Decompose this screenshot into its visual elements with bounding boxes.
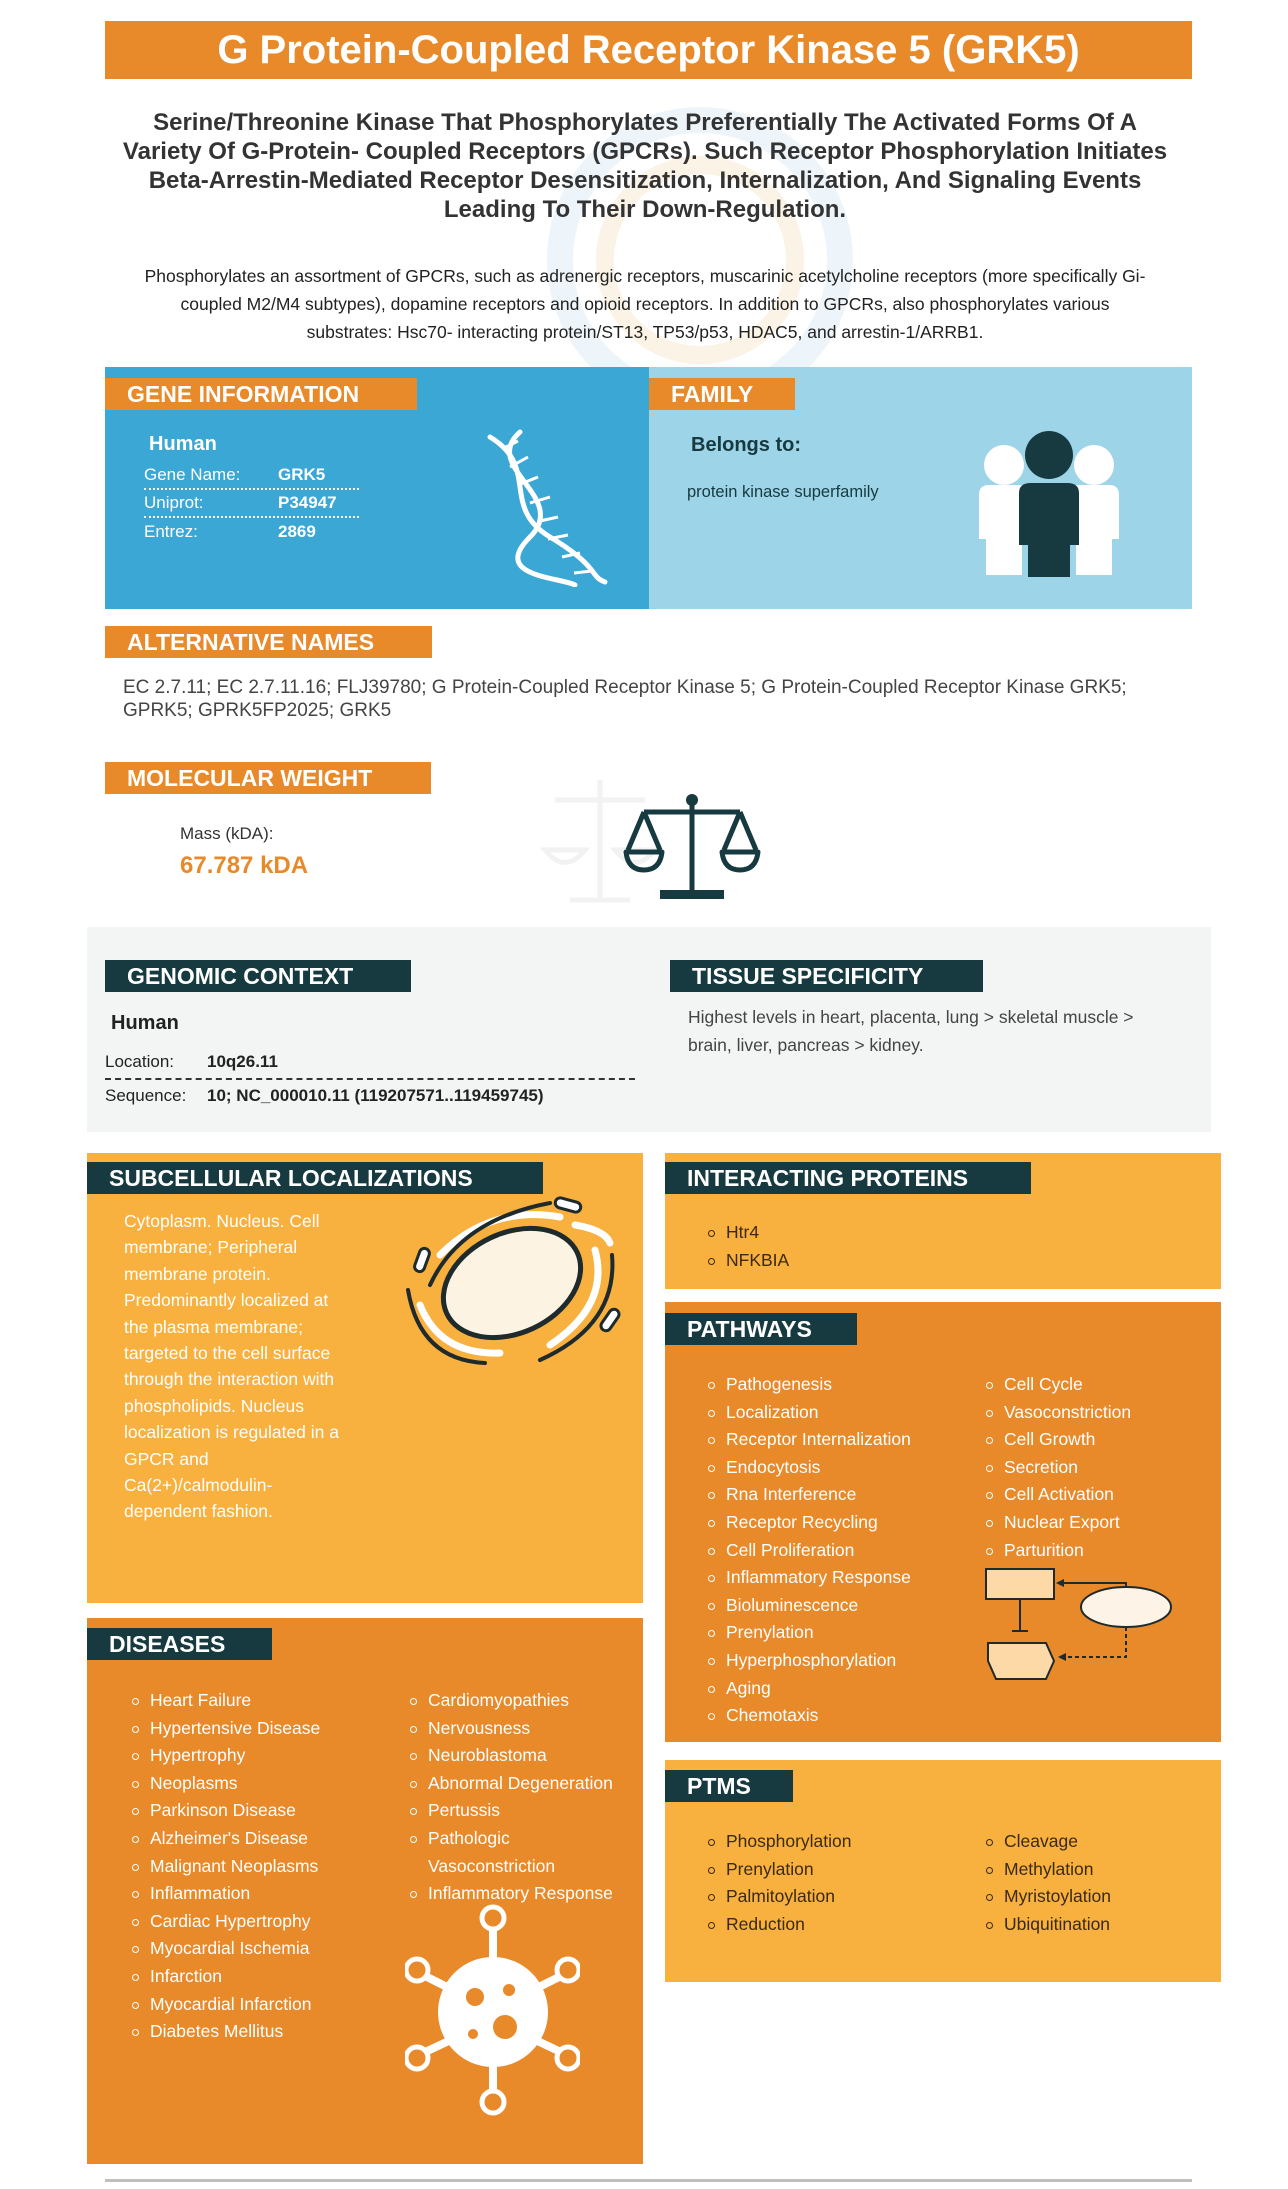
- page-title: G Protein-Coupled Receptor Kinase 5 (GRK5): [105, 21, 1192, 79]
- list-item: Cell Proliferation: [706, 1537, 911, 1565]
- list-item: Neoplasms: [130, 1770, 320, 1798]
- tissue-specificity-heading: TISSUE SPECIFICITY: [670, 960, 983, 992]
- list-item: Heart Failure: [130, 1687, 320, 1715]
- list-item: Parturition: [984, 1537, 1131, 1565]
- diseases-heading: DISEASES: [87, 1628, 272, 1660]
- entrez-row: [144, 518, 359, 546]
- mass-label: Mass (kDA):: [180, 824, 274, 843]
- virus-icon: [405, 1902, 580, 2117]
- list-item: Rna Interference: [706, 1481, 911, 1509]
- genomic-context-heading: GENOMIC CONTEXT: [105, 960, 411, 992]
- footer-divider: [105, 2179, 1192, 2182]
- list-item: Methylation: [984, 1856, 1111, 1884]
- location-row: [105, 1046, 635, 1080]
- ptms-heading: PTMS: [665, 1770, 793, 1802]
- dna-helix-icon: [480, 427, 615, 587]
- family-heading: FAMILY: [649, 378, 795, 410]
- diseases-list-col1: [130, 1687, 320, 2046]
- list-item: Vasoconstriction: [984, 1399, 1131, 1427]
- ptms-list-col2: [984, 1828, 1111, 1938]
- list-item: Cell Cycle: [984, 1371, 1131, 1399]
- list-item: Pathogenesis: [706, 1371, 911, 1399]
- sequence-value: 10; NC_000010.11 (119207571..119459745): [207, 1086, 544, 1105]
- gene-name-row: [144, 462, 359, 490]
- list-item: Prenylation: [706, 1856, 852, 1884]
- list-item: Myocardial Ischemia: [130, 1935, 320, 1963]
- list-item: Palmitoylation: [706, 1883, 852, 1911]
- list-item: Chemotaxis: [706, 1702, 911, 1730]
- subcellular-localizations-heading: SUBCELLULAR LOCALIZATIONS: [87, 1162, 543, 1194]
- gene-species: Human: [149, 433, 217, 455]
- protein-description: Phosphorylates an assortment of GPCRs, such as adrenergic receptors, muscarinic acetylcholine receptors (more specifically Gi-coupled M2/M4 subtypes), dopamine receptors and opioid receptors. In addition to GPCRs, also phosphorylates various substrates: Hsc70- interacting protein/ST13, TP53/p53, HDAC5, and arrestin-1/ARRB1.: [144, 266, 1146, 342]
- list-item: Infarction: [130, 1963, 320, 1991]
- list-item: Hypertrophy: [130, 1742, 320, 1770]
- list-item: Hyperphosphorylation: [706, 1647, 911, 1675]
- interacting-proteins-heading: INTERACTING PROTEINS: [665, 1162, 1031, 1194]
- subcellular-localizations-text: Cytoplasm. Nucleus. Cell membrane; Peripheral membrane protein. Predominantly localized at the plasma membrane; targeted to the cell surface through the interaction with phospholipids. Nucleus localization is regulated in a GPCR and Ca(2+)/calmodulin-dependent fashion.: [124, 1211, 339, 1522]
- list-item: Localization: [706, 1399, 911, 1427]
- list-item: Abnormal Degeneration: [408, 1770, 628, 1798]
- genomic-context-table: [105, 1046, 635, 1112]
- list-item: Myristoylation: [984, 1883, 1111, 1911]
- list-item: Myocardial Infarction: [130, 1991, 320, 2019]
- protein-summary: Serine/Threonine Kinase That Phosphorylates Preferentially The Activated Forms Of A Variety Of G-Protein- Coupled Receptors (GPCRs). Such Receptor Phosphorylation Initiates Beta-Arrestin-Mediated Receptor Desensitization, Internalization, And Signaling Events Leading To Their Down-Regulation.: [122, 109, 1168, 223]
- uniprot-label: Uniprot:: [144, 493, 204, 512]
- molecular-weight-heading: MOLECULAR WEIGHT: [105, 762, 431, 794]
- pathways-list-col1: [706, 1371, 911, 1730]
- list-item: Cardiomyopathies: [408, 1687, 628, 1715]
- list-item: Cell Activation: [984, 1481, 1131, 1509]
- list-item: Pertussis: [408, 1797, 628, 1825]
- mass-value: 67.787 kDA: [180, 852, 309, 879]
- list-item: Ubiquitination: [984, 1911, 1111, 1939]
- gene-name-value: GRK5: [278, 465, 326, 484]
- balance-scale-icon: [622, 790, 762, 905]
- list-item: Parkinson Disease: [130, 1797, 320, 1825]
- diseases-list-col2: [408, 1687, 628, 1908]
- pathway-diagram-icon: [984, 1565, 1174, 1680]
- family-panel: [649, 367, 1192, 609]
- list-item: Nuclear Export: [984, 1509, 1131, 1537]
- list-item: Aging: [706, 1675, 911, 1703]
- alternative-names-heading: ALTERNATIVE NAMES: [105, 626, 432, 658]
- gene-information-panel: [105, 367, 649, 609]
- list-item: Htr4: [706, 1219, 789, 1247]
- uniprot-value: P34947: [278, 493, 337, 512]
- interacting-proteins-list: [706, 1219, 789, 1274]
- list-item: Prenylation: [706, 1619, 911, 1647]
- people-group-icon: [974, 427, 1124, 577]
- list-item: Reduction: [706, 1911, 852, 1939]
- list-item: Receptor Recycling: [706, 1509, 911, 1537]
- list-item: Cleavage: [984, 1828, 1111, 1856]
- sequence-label: Sequence:: [105, 1086, 187, 1105]
- family-value: protein kinase superfamily: [687, 483, 879, 501]
- list-item: Phosphorylation: [706, 1828, 852, 1856]
- gene-info-table: [144, 462, 359, 546]
- list-item: Nervousness: [408, 1715, 628, 1743]
- genomic-species: Human: [111, 1012, 179, 1034]
- sequence-row: [105, 1080, 635, 1112]
- location-value: 10q26.11: [207, 1052, 278, 1071]
- location-label: Location:: [105, 1052, 174, 1071]
- list-item: Inflammation: [130, 1880, 320, 1908]
- pathways-heading: PATHWAYS: [665, 1313, 857, 1345]
- entrez-value: 2869: [278, 522, 316, 541]
- list-item: Neuroblastoma: [408, 1742, 628, 1770]
- list-item: Inflammatory Response: [706, 1564, 911, 1592]
- list-item: Cell Growth: [984, 1426, 1131, 1454]
- list-item: Hypertensive Disease: [130, 1715, 320, 1743]
- list-item: Alzheimer's Disease: [130, 1825, 320, 1853]
- family-belongs-label: Belongs to:: [691, 434, 801, 456]
- entrez-label: Entrez:: [144, 522, 198, 541]
- alternative-names-text: EC 2.7.11; EC 2.7.11.16; FLJ39780; G Protein-Coupled Receptor Kinase 5; G Protein-Coupled Receptor Kinase GRK5; GPRK5; GPRK5FP2025; GRK5: [123, 677, 1127, 721]
- list-item: Inflammatory Response: [408, 1880, 628, 1908]
- list-item: Secretion: [984, 1454, 1131, 1482]
- list-item: NFKBIA: [706, 1247, 789, 1275]
- gene-information-heading: GENE INFORMATION: [105, 378, 417, 410]
- list-item: Malignant Neoplasms: [130, 1853, 320, 1881]
- pathways-list-col2: [984, 1371, 1131, 1564]
- gene-name-label: Gene Name:: [144, 465, 241, 484]
- list-item: Receptor Internalization: [706, 1426, 911, 1454]
- uniprot-row: [144, 490, 359, 518]
- list-item: Diabetes Mellitus: [130, 2018, 320, 2046]
- list-item: Endocytosis: [706, 1454, 911, 1482]
- ptms-list-col1: [706, 1828, 852, 1938]
- cell-organelle-icon: [400, 1195, 625, 1365]
- list-item: Pathologic Vasoconstriction: [408, 1825, 628, 1880]
- list-item: Cardiac Hypertrophy: [130, 1908, 320, 1936]
- tissue-specificity-text: Highest levels in heart, placenta, lung > skeletal muscle > brain, liver, pancreas > kidney.: [688, 1007, 1134, 1055]
- list-item: Bioluminescence: [706, 1592, 911, 1620]
